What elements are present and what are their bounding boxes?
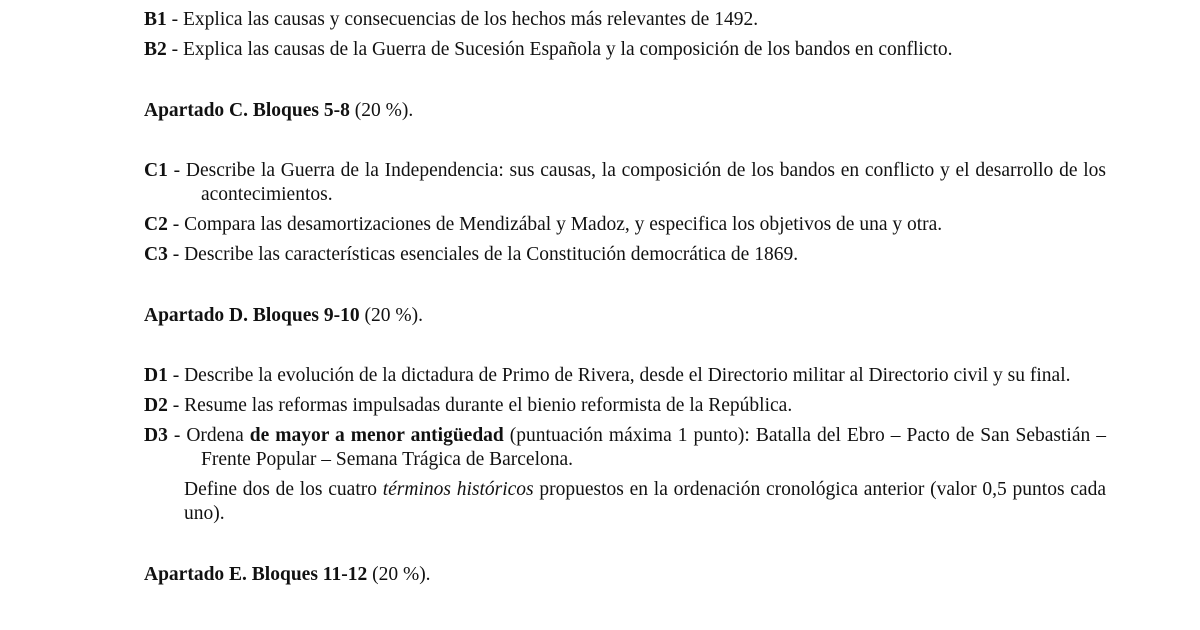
section-title-text: Apartado E. Bloques 11-12 <box>144 564 368 585</box>
question-text: Resume las reformas impulsadas durante el bienio reformista de la República. <box>184 395 793 416</box>
section-weight: (20 %). <box>349 100 414 121</box>
section-weight: (20 %). <box>359 305 423 326</box>
section-title-text: Apartado C. Bloques 5-8 <box>144 100 350 121</box>
question-text: Explica las causas de la Guerra de Sucesión Española y la composición de los bandos en conflicto. <box>183 39 953 60</box>
question-code: C3 <box>144 244 168 265</box>
question-code: D2 <box>144 395 168 416</box>
question-text-rest: (puntuación máxima 1 punto): Batalla del Ebro – Pacto de San Sebastián – Frente Popular – Semana Trágica de Barcelona. <box>201 425 1106 470</box>
question-separator: - <box>166 39 184 60</box>
question-b2 <box>144 38 1106 62</box>
question-text-emphasis: de mayor a menor antigüedad <box>249 425 504 446</box>
question-code: C1 <box>144 160 168 181</box>
question-d3-note <box>144 478 1106 526</box>
question-code: B2 <box>144 39 167 60</box>
question-code: D3 <box>144 425 168 446</box>
section-title-e <box>144 563 1106 587</box>
question-c3 <box>144 243 1106 267</box>
note-text-intro: Define dos de los cuatro <box>184 479 383 500</box>
question-separator: - <box>166 9 184 30</box>
question-text: Explica las causas y consecuencias de los hechos más relevantes de 1492. <box>183 9 759 30</box>
question-d1 <box>144 364 1106 388</box>
section-title-c <box>144 99 1106 123</box>
question-c1 <box>144 159 1106 207</box>
question-separator: - <box>167 425 187 446</box>
note-text-rest: propuestos en la ordenación cronológica anterior (valor 0,5 puntos cada uno). <box>184 479 1106 524</box>
question-c2 <box>144 213 1106 237</box>
exam-page <box>144 8 1106 587</box>
question-d3 <box>144 424 1106 472</box>
question-code: B1 <box>144 9 167 30</box>
question-text: Describe la Guerra de la Independencia: sus causas, la composición de los bandos en conflicto y el desarrollo de los acontecimientos. <box>185 160 1106 205</box>
question-separator: - <box>167 214 185 235</box>
question-separator: - <box>167 395 185 416</box>
question-separator: - <box>167 365 185 386</box>
question-text: Describe la evolución de la dictadura de Primo de Rivera, desde el Directorio militar al Directorio civil y su final. <box>184 365 1071 386</box>
question-d2 <box>144 394 1106 418</box>
question-separator: - <box>167 160 186 181</box>
question-text: Compara las desamortizaciones de Mendizábal y Madoz, y especifica los objetivos de una y otra. <box>184 214 943 235</box>
question-b1 <box>144 8 1106 32</box>
question-code: C2 <box>144 214 168 235</box>
question-text: Describe las características esenciales de la Constitución democrática de 1869. <box>184 244 799 265</box>
section-title-d <box>144 304 1106 328</box>
question-text-intro: Ordena <box>186 425 250 446</box>
note-text-italic: términos históricos <box>382 479 534 500</box>
section-title-text: Apartado D. Bloques 9-10 <box>144 305 360 326</box>
section-weight: (20 %). <box>367 564 431 585</box>
question-separator: - <box>167 244 185 265</box>
question-code: D1 <box>144 365 168 386</box>
